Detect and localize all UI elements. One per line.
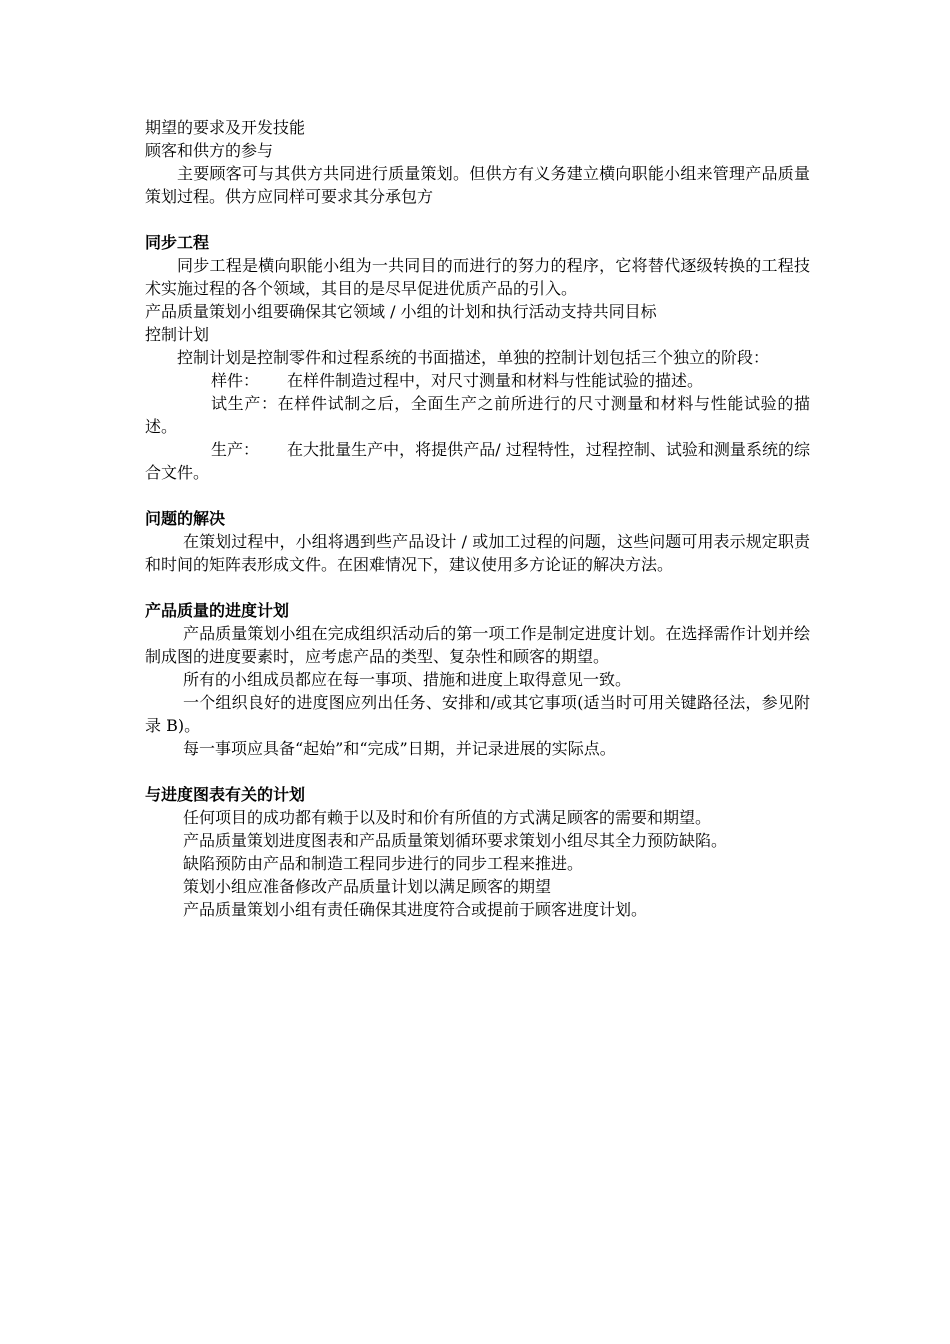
stage-text: 在大批量生产中，将提供产品/ 过程特性，过程控制、试验和测量系统的综合文件。: [145, 440, 810, 482]
paragraph: 产品质量策划小组在完成组织活动后的第一项工作是制定进度计划。在选择需作计划并绘制成图的进度要素时，应考虑产品的类型、复杂性和顾客的期望。: [145, 624, 810, 666]
stage-label: 样件：: [211, 371, 260, 390]
paragraph: 产品质量策划小组要确保其它领域 / 小组的计划和执行活动支持共同目标: [145, 302, 657, 321]
subsection-title: 控制计划: [145, 325, 210, 344]
paragraph: 缺陷预防由产品和制造工程同步进行的同步工程来推进。: [183, 854, 584, 873]
spacer: [145, 576, 810, 599]
paragraph: 所有的小组成员都应在每一事项、措施和进度上取得意见一致。: [183, 670, 632, 689]
paragraph: 主要顾客可与其供方共同进行质量策划。但供方有义务建立横向职能小组来管理产品质量策划过程。供方应同样可要求其分承包方: [145, 164, 810, 206]
stage-item: [145, 438, 810, 484]
section-heading: 产品质量的进度计划: [145, 601, 290, 620]
paragraph: 控制计划是控制零件和过程系统的书面描述，单独的控制计划包括三个独立的阶段：: [177, 348, 770, 367]
stage-item: [145, 369, 810, 392]
spacer: [145, 760, 810, 783]
section-heading: 同步工程: [145, 233, 210, 252]
paragraph: 任何项目的成功都有赖于以及时和价有所值的方式满足顾客的需要和期望。: [183, 808, 712, 827]
section-heading: 与进度图表有关的计划: [145, 785, 306, 804]
paragraph: 每一事项应具备“起始”和“完成”日期，并记录进展的实际点。: [183, 739, 616, 758]
paragraph: 策划小组应准备修改产品质量计划以满足顾客的期望: [183, 877, 552, 896]
stage-text: 在样件试制之后，全面生产之前所进行的尺寸测量和材料与性能试验的描述。: [145, 394, 810, 436]
stage-label: 生产：: [211, 440, 260, 459]
section-heading: 问题的解决: [145, 509, 226, 528]
paragraph: 产品质量策划小组有责任确保其进度符合或提前于顾客进度计划。: [183, 900, 648, 919]
spacer: [145, 208, 810, 231]
stage-item: [145, 392, 810, 438]
intro-line: 期望的要求及开发技能: [145, 118, 306, 137]
spacer: [145, 484, 810, 507]
paragraph: 一个组织良好的进度图应列出任务、安排和/或其它事项(适当时可用关键路径法，参见附录 B)。: [145, 693, 810, 735]
paragraph: 在策划过程中，小组将遇到些产品设计 / 或加工过程的问题，这些问题可用表示规定职责和时间的矩阵表形成文件。在困难情况下，建议使用多方论证的解决方法。: [145, 532, 810, 574]
paragraph: 产品质量策划进度图表和产品质量策划循环要求策划小组尽其全力预防缺陷。: [183, 831, 728, 850]
paragraph: 同步工程是横向职能小组为一共同目的而进行的努力的程序，它将替代逐级转换的工程技术实施过程的各个领域，其目的是尽早促进优质产品的引入。: [145, 256, 810, 298]
stage-text: 在样件制造过程中，对尺寸测量和材料与性能试验的描述。: [287, 371, 704, 390]
stage-label: 试生产：: [211, 394, 278, 413]
intro-line: 顾客和供方的参与: [145, 141, 274, 160]
document-body: [145, 116, 810, 921]
